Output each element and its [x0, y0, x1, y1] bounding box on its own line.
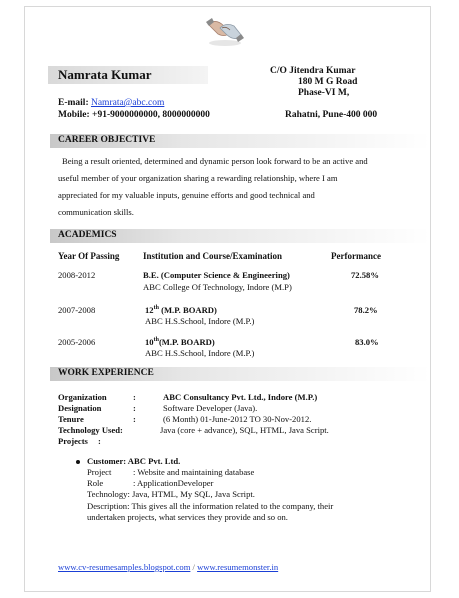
col-performance-header: Performance: [331, 251, 381, 261]
row3-year: 2005-2006: [58, 337, 96, 347]
col-year-header: Year Of Passing: [58, 251, 120, 261]
technology-used-label: Technology Used:: [58, 425, 123, 435]
row2-performance: 78.2%: [354, 305, 378, 315]
organization-value: ABC Consultancy Pvt. Ltd., Indore (M.P.): [163, 392, 318, 402]
candidate-name: Namrata Kumar: [58, 67, 152, 82]
address-line-3: Phase-VI M,: [298, 88, 350, 98]
organization-label: Organization: [58, 392, 107, 402]
footer-link-resumemonster[interactable]: www.resumemonster.in: [197, 562, 279, 572]
footer-link-blog[interactable]: www.cv-resumesamples.blogspot.com: [58, 562, 191, 572]
work-experience-heading: WORK EXPERIENCE: [58, 368, 154, 378]
designation-value: Software Developer (Java).: [163, 403, 258, 413]
row3-institution: ABC H.S.School, Indore (M.P.): [145, 348, 255, 358]
col-institution-header: Institution and Course/Examination: [143, 251, 283, 261]
email-row: [58, 98, 164, 108]
description-line-1: Description: This gives all the information related to the company, their: [87, 501, 334, 511]
career-objective-heading: CAREER OBJECTIVE: [58, 135, 156, 145]
footer-links: [58, 562, 278, 572]
row2-course: 12th (M.P. BOARD): [145, 305, 217, 315]
row1-performance: 72.58%: [351, 270, 379, 280]
organization-colon: :: [133, 392, 136, 402]
project-label: Project: [87, 467, 112, 477]
career-line-2: useful member of your organization sharing a rewarding relationship, where I am: [58, 173, 338, 183]
email-link[interactable]: Namrata@abc.com: [90, 98, 165, 108]
email-label: E-mail:: [58, 98, 91, 108]
academics-heading: ACADEMICS: [58, 230, 117, 240]
technology-line: Technology: Java, HTML, My SQL, Java Script.: [87, 489, 255, 499]
tenure-colon: :: [133, 414, 136, 424]
technology-used-value: Java (core + advance), SQL, HTML, Java Script.: [160, 425, 329, 435]
career-line-1: Being a result oriented, determined and dynamic person look forward to be an active and: [62, 156, 368, 166]
address-line-2: 180 M G Road: [298, 77, 358, 87]
mobile-numbers: Mobile: +91-9000000000, 8000000000: [58, 110, 210, 120]
projects-label: Projects: [58, 436, 88, 446]
row2-institution: ABC H.S.School, Indore (M.P.): [145, 316, 255, 326]
role-value: : ApplicationDeveloper: [133, 478, 214, 488]
tenure-label: Tenure: [58, 414, 84, 424]
footer-separator: /: [190, 562, 198, 572]
row2-year: 2007-2008: [58, 305, 96, 315]
row1-course: B.E. (Computer Science & Engineering): [143, 270, 290, 280]
project-value: : Website and maintaining database: [133, 467, 255, 477]
role-label: Role: [87, 478, 104, 488]
tenure-value: (6 Month) 01-June-2012 TO 30-Nov-2012.: [163, 414, 312, 424]
career-line-3: appreciated for my valuable inputs, genuine efforts and good technical and: [58, 190, 315, 200]
row1-year: 2008-2012: [58, 270, 96, 280]
row3-course: 10th(M.P. BOARD): [145, 337, 215, 347]
bullet-icon: [76, 460, 80, 464]
projects-colon: :: [98, 436, 101, 446]
designation-label: Designation: [58, 403, 102, 413]
row3-performance: 83.0%: [355, 337, 379, 347]
row1-institution: ABC College Of Technology, Indore (M.P): [143, 282, 292, 292]
customer-line: Customer: ABC Pvt. Ltd.: [87, 456, 181, 466]
career-line-4: communication skills.: [58, 207, 134, 217]
description-line-2: undertaken projects, what services they provide and so on.: [87, 512, 288, 522]
address-line-1: C/O Jitendra Kumar: [270, 66, 356, 76]
designation-colon: :: [133, 403, 136, 413]
address-line-4: Rahatni, Pune-400 000: [285, 110, 378, 120]
handshake-icon: [204, 14, 246, 48]
